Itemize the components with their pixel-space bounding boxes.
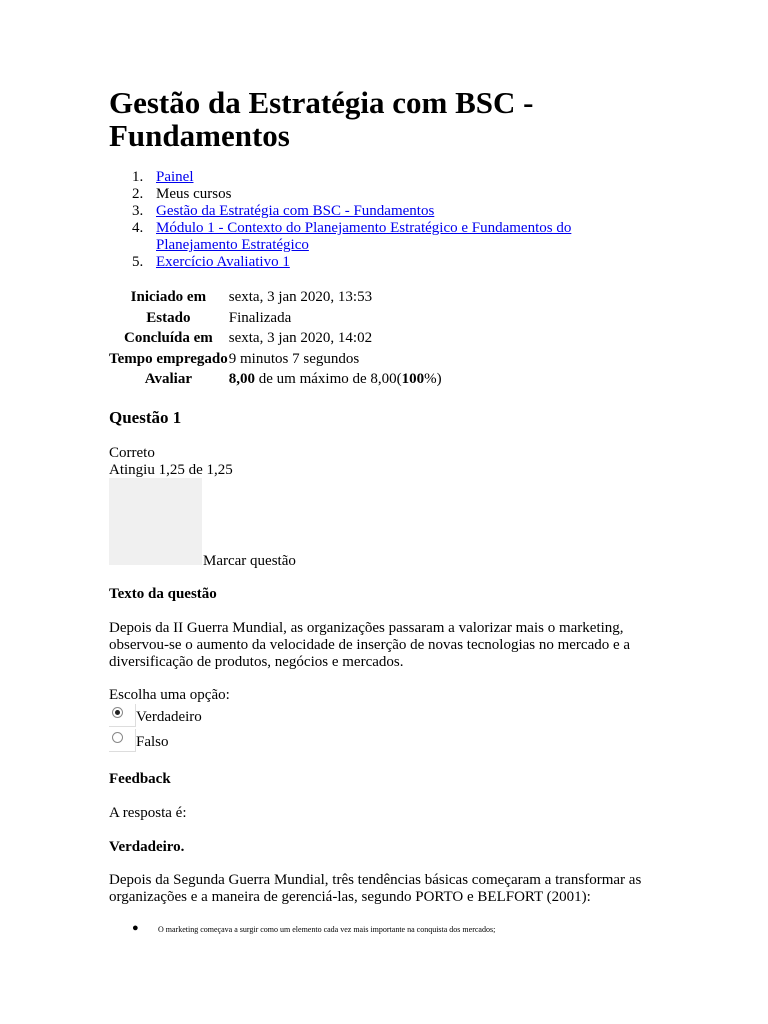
flag-icon[interactable] — [109, 478, 202, 565]
grade-percent: 100 — [401, 371, 425, 387]
summary-label: Concluída em — [124, 330, 213, 346]
feedback-answer: Verdadeiro. — [109, 839, 185, 855]
radio-frame — [109, 729, 136, 752]
feedback-intro: A resposta é: — [109, 805, 187, 821]
summary-grade-value — [229, 371, 442, 392]
summary-value: 9 minutos 7 segundos — [228, 350, 360, 367]
breadcrumb-number: 4. — [132, 220, 144, 236]
option-label[interactable]: Falso — [136, 734, 169, 750]
attempt-summary-table — [109, 289, 442, 392]
question-text-heading: Texto da questão — [109, 586, 217, 602]
breadcrumb-number: 1. — [132, 169, 144, 185]
summary-label: Iniciado em — [130, 289, 207, 305]
summary-label: Avaliar — [144, 371, 192, 387]
breadcrumb-number: 3. — [132, 203, 144, 219]
option-verdadeiro[interactable] — [109, 704, 309, 728]
summary-row-time — [109, 351, 442, 372]
feedback-bullet-list — [109, 922, 496, 935]
flag-question-label[interactable]: Marcar questão — [203, 553, 296, 569]
breadcrumb-item-exercise — [109, 254, 609, 271]
summary-value: sexta, 3 jan 2020, 13:53 — [228, 289, 373, 305]
summary-label: Tempo empregado — [109, 350, 228, 367]
summary-row-completed — [109, 330, 442, 351]
breadcrumb-item-course — [109, 203, 609, 220]
radio-frame — [109, 704, 136, 727]
bullet-icon: ● — [132, 922, 139, 934]
breadcrumb-number: 5. — [132, 254, 144, 270]
breadcrumb-link-exercise[interactable]: Exercício Avaliativo 1 — [156, 254, 290, 270]
breadcrumb-text-meus-cursos: Meus cursos — [156, 186, 232, 202]
breadcrumb-link-course[interactable]: Gestão da Estratégia com BSC - Fundamentos — [156, 203, 435, 219]
grade-end: %) — [424, 371, 442, 387]
question-title: Questão 1 — [109, 408, 182, 427]
radio-unchecked-icon[interactable] — [112, 732, 123, 743]
summary-label: Estado — [146, 309, 191, 326]
breadcrumb-number: 2. — [132, 186, 144, 202]
grade-mid: de um máximo de 8,00( — [255, 371, 402, 387]
summary-row-grade — [109, 371, 442, 392]
summary-value: Finalizada — [228, 309, 292, 326]
breadcrumb-item-painel — [109, 169, 609, 186]
question-mark: Atingiu 1,25 de 1,25 — [109, 462, 233, 478]
bullet-text: O marketing começava a surgir como um elemento cada vez mais importante na conquista dos mercados; — [158, 925, 496, 934]
option-falso[interactable] — [109, 729, 309, 753]
breadcrumb-link-painel[interactable]: Painel — [156, 169, 194, 185]
breadcrumb-item-module — [109, 220, 609, 254]
breadcrumb-item-meus-cursos — [109, 186, 609, 203]
radio-checked-icon[interactable] — [112, 707, 123, 718]
breadcrumb — [109, 169, 609, 271]
breadcrumb-link-module[interactable]: Módulo 1 - Contexto do Planejamento Estratégico e Fundamentos do Planejamento Estratégico — [156, 220, 572, 253]
option-label[interactable]: Verdadeiro — [136, 709, 202, 725]
page-title: Gestão da Estratégia com BSC - Fundamentos — [109, 85, 534, 153]
list-item — [109, 922, 496, 935]
feedback-explanation: Depois da Segunda Guerra Mundial, três tendências básicas começaram a transformar as organizações e a maneira de gerenciá-las, segundo PORTO e BELFORT (2001): — [109, 872, 642, 905]
summary-row-started — [109, 289, 442, 310]
choose-option-prompt: Escolha uma opção: — [109, 687, 230, 703]
question-status: Correto — [109, 445, 155, 461]
summary-row-state — [109, 310, 442, 331]
feedback-heading: Feedback — [109, 771, 171, 787]
question-text: Depois da II Guerra Mundial, as organizações passaram a valorizar mais o marketing, observou-se o aumento da velocidade de inserção de novas tecnologias no mercado e a diversificação de produtos, negócios e mercados. — [109, 620, 631, 670]
summary-value: sexta, 3 jan 2020, 14:02 — [228, 330, 373, 346]
grade-score: 8,00 — [228, 371, 256, 387]
